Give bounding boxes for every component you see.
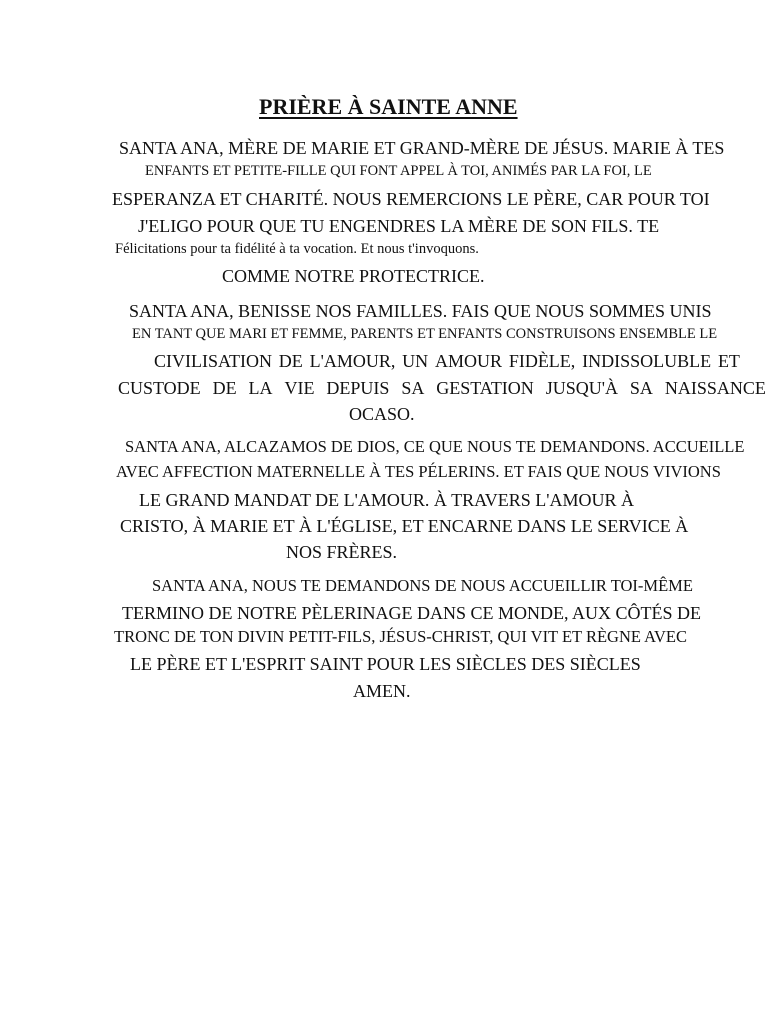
word: AMOUR (434, 351, 502, 371)
paragraph-1-line-4: J'ELIGO POUR QUE TU ENGENDRES LA MÈRE DE SON FILS. TE (138, 216, 660, 236)
paragraph-1-line-2: ENFANTS ET PETITE-FILLE QUI FONT APPEL À TOI, ANIMÉS PAR LA FOI, LE (145, 163, 652, 179)
word: GESTATION (436, 378, 534, 398)
paragraph-1-line-6: COMME NOTRE PROTECTRICE. (222, 266, 485, 286)
paragraph-3-line-2: AVEC AFFECTION MATERNELLE À TES PÉLERINS. ET FAIS QUE NOUS VIVIONS (116, 462, 721, 481)
paragraph-1-line-1: SANTA ANA, MÈRE DE MARIE ET GRAND-MÈRE DE JÉSUS. MARIE À TES (119, 138, 725, 158)
word: LA (248, 378, 273, 398)
paragraph-3-line-1: SANTA ANA, ALCAZAMOS DE DIOS, CE QUE NOUS TE DEMANDONS. ACCUEILLE (125, 437, 745, 456)
word: JUSQU'À (545, 378, 618, 398)
word: DEPUIS (326, 378, 390, 398)
word: CUSTODE (118, 378, 201, 398)
paragraph-3-line-5: NOS FRÈRES. (286, 542, 398, 562)
paragraph-3-line-4: CRISTO, À MARIE ET À L'ÉGLISE, ET ENCARNE DANS LE SERVICE À (120, 516, 689, 536)
word: L'AMOUR, (309, 351, 396, 371)
word: SA (629, 378, 653, 398)
word: ET (717, 351, 740, 371)
paragraph-1-line-3: ESPERANZA ET CHARITÉ. NOUS REMERCIONS LE PÈRE, CAR POUR TOI (112, 189, 710, 209)
paragraph-2-line-4 (118, 379, 766, 397)
paragraph-2-line-3 (154, 352, 740, 370)
paragraph-1-line-5: Félicitations pour ta fidélité à ta vocation. Et nous t'invoquons. (115, 241, 479, 257)
word: UN (402, 351, 429, 371)
word: NAISSANCE (664, 378, 766, 398)
paragraph-4-line-5: AMEN. (353, 681, 411, 701)
word: DE (212, 378, 237, 398)
word: FIDÈLE, (508, 351, 576, 371)
paragraph-4-line-1: SANTA ANA, NOUS TE DEMANDONS DE NOUS ACCUEILLIR TOI-MÊME (152, 576, 693, 595)
word: CIVILISATION (154, 351, 272, 371)
page-title: PRIÈRE À SAINTE ANNE (259, 94, 518, 119)
paragraph-4-line-2: TERMINO DE NOTRE PÈLERINAGE DANS CE MONDE, AUX CÔTÉS DE (122, 603, 701, 623)
paragraph-4-line-3: TRONC DE TON DIVIN PETIT-FILS, JÉSUS-CHRIST, QUI VIT ET RÈGNE AVEC (114, 627, 687, 646)
paragraph-2-line-1: SANTA ANA, BENISSE NOS FAMILLES. FAIS QUE NOUS SOMMES UNIS (129, 301, 712, 321)
word: SA (401, 378, 425, 398)
word: VIE (284, 378, 315, 398)
word: INDISSOLUBLE (582, 351, 712, 371)
word: DE (278, 351, 303, 371)
paragraph-2-line-2: EN TANT QUE MARI ET FEMME, PARENTS ET ENFANTS CONSTRUISONS ENSEMBLE LE (132, 326, 718, 342)
paragraph-2-line-5: OCASO. (349, 404, 415, 424)
paragraph-3-line-3: LE GRAND MANDAT DE L'AMOUR. À TRAVERS L'AMOUR À (139, 490, 635, 510)
paragraph-4-line-4: LE PÈRE ET L'ESPRIT SAINT POUR LES SIÈCLES DES SIÈCLES (130, 654, 641, 674)
